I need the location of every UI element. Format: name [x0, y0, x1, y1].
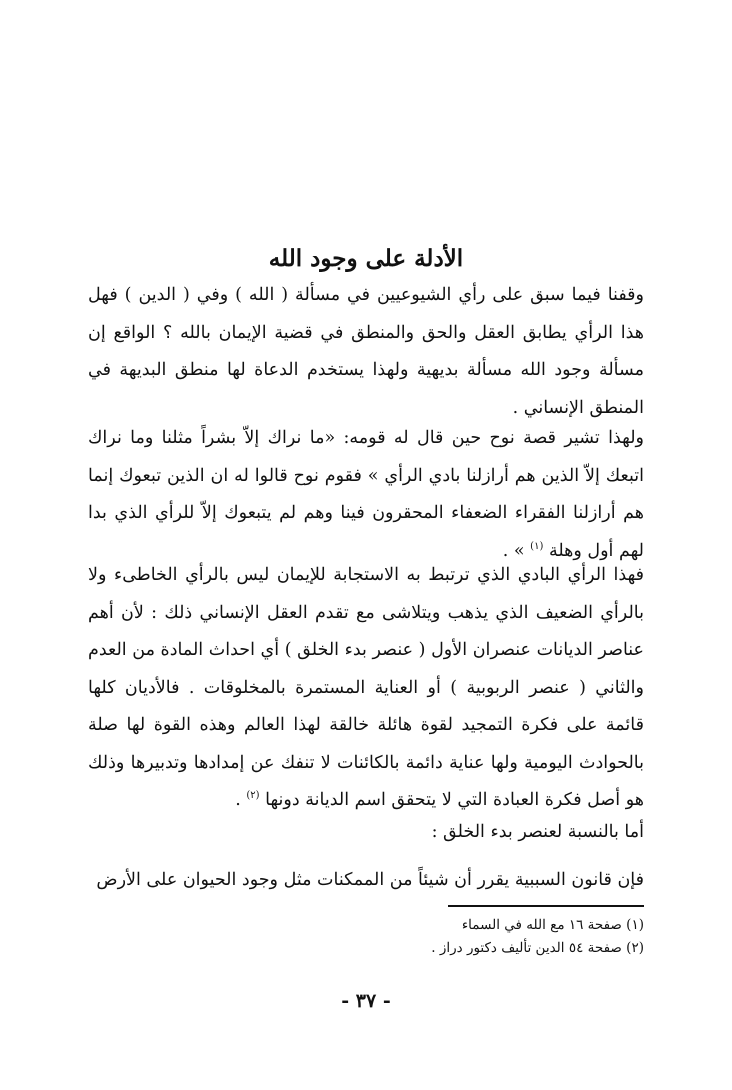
paragraph-3-text: فهذا الرأي البادي الذي ترتبط به الاستجابة للإيمان ليس بالرأي الخاطىء ولا بالرأي الضعيف الذي يذهب ويتلاشى مع تقدم العقل الإنساني ذلك : لأن أهم عناصر الديانات عنصران الأول ( عنصر بدء الخلق ) أي احداث المادة من العدم والثاني ( عنصر الربوبية ) أو العناية المستمرة بالمخلوقات . فالأديان كلها قائمة على فكرة التمجيد لقوة هائلة خالقة لهذا العالم وهذه القوة لها صلة بالحوادث اليومية ولها عناية دائمة بالكائنات لا تنفك عن إمدادها وتدبيرها وذلك هو أصل فكرة العبادة التي لا يتحقق اسم الديانة دونها	[88, 565, 644, 810]
footnote-divider	[448, 905, 644, 907]
paragraph-3	[88, 557, 644, 820]
footnote-2: (٢) صفحة ٥٤ الدين تأليف دكتور دراز .	[431, 940, 644, 956]
footnote-ref-1: (١)	[530, 540, 544, 552]
paragraph-3-end: .	[235, 790, 247, 810]
paragraph-2-end: » .	[502, 540, 525, 561]
page-title: الأدلة على وجود الله	[268, 245, 464, 273]
paragraph-5: فإن قانون السببية يقرر أن شيئاً من الممكنات مثل وجود الحيوان على الأرض	[96, 870, 644, 890]
paragraph-2-text: ولهذا تشير قصة نوح حين قال له قومه: «ما نراك إلاّ بشراً مثلنا وما نراك اتبعك إلاّ الذين هم أرازلنا بادي الرأي » فقوم نوح قالوا له ان الذين تبعوك إنما هم أرازلنا الفقراء الضعفاء المحقرون فينا وهم لم يتبعوك إلاّ للرأي الذي بدا لهم أول وهلة	[88, 428, 644, 561]
paragraph-1: وقفنا فيما سبق على رأي الشيوعيين في مسألة ( الله ) وفي ( الدين ) فهل هذا الرأي يطابق العقل والحق والمنطق في قضية الإيمان بالله ؟ الواقع إن مسألة وجود الله مسألة بديهية ولهذا يستخدم الدعاة لها منطق البديهة في المنطق الإنساني .	[88, 285, 644, 418]
page-number: - ٣٧ -	[341, 990, 391, 1012]
footnotes	[88, 914, 644, 960]
footnote-ref-2: (٢)	[246, 790, 260, 802]
paragraph-2	[88, 420, 644, 570]
paragraph-4: أما بالنسبة لعنصر بدء الخلق :	[431, 822, 644, 842]
footnote-1: (١) صفحة ١٦ مع الله في السماء	[461, 917, 644, 933]
